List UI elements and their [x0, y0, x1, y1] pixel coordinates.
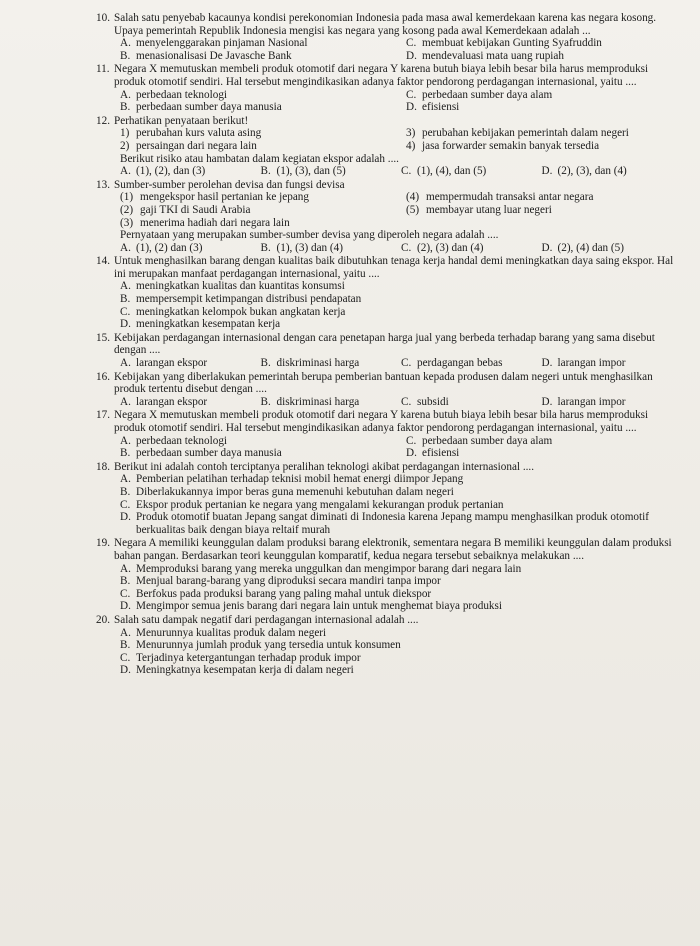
option-a[interactable]: A. larangan ekspor [120, 357, 208, 370]
option-a[interactable]: A. larangan ekspor [120, 395, 208, 408]
question-text: Untuk menghasilkan barang dengan kualitas baik dibutuhkan tenaga kerja handal demi meningkatkan daya saing ekspor. Hal ini merupakan manfaat perdagangan internasional, yaitu .... [114, 255, 674, 280]
statement-4: 4) jasa forwarder semakin banyak tersedia [406, 139, 600, 152]
question-text: Negara X memutuskan membeli produk otomotif dari negara Y karena butuh biaya lebih besar bila harus memproduksi produk otomotif sendiri. Hal tersebut mengindikasikan adanya faktor pendorong perdagangan internasional, yaitu .... [114, 63, 649, 88]
question-17 [96, 409, 682, 459]
question-note: Berikut risiko atau hambatan dalam kegiatan ekspor adalah .... [120, 152, 399, 165]
option-b[interactable]: B. mempersempit ketimpangan distribusi pendapatan [120, 293, 362, 306]
option-d[interactable]: D. larangan impor [541, 395, 626, 408]
statement-3: (3) menerima hadiah dari negara lain [120, 216, 290, 229]
option-b[interactable]: B. Menjual barang-barang yang diproduksi secara mandiri tanpa impor [120, 575, 441, 588]
option-d[interactable]: D. efisiensi [406, 447, 460, 460]
option-d[interactable]: D. mendevaluasi mata uang rupiah [406, 49, 564, 62]
option-b[interactable]: B. Menurunnya jumlah produk yang tersedia untuk konsumen [120, 639, 401, 652]
option-c[interactable]: C. Berfokus pada produksi barang yang paling mahal untuk diekspor [120, 587, 432, 600]
question-text: Perhatikan penyataan berikut! [114, 114, 249, 127]
option-a[interactable]: A. menyelenggarakan pinjaman Nasional [120, 37, 308, 50]
option-d[interactable]: D. efisiensi [406, 101, 460, 114]
question-note: Pernyataan yang merupakan sumber-sumber devisa yang diperoleh negara adalah .... [120, 229, 499, 242]
option-c[interactable]: C. perbedaan sumber daya alam [406, 88, 553, 101]
question-11 [96, 63, 682, 113]
options [120, 89, 682, 114]
statement-3: 3) perubahan kebijakan pemerintah dalam negeri [406, 127, 629, 140]
option-c[interactable]: C. perbedaan sumber daya alam [406, 434, 553, 447]
options [120, 37, 682, 62]
option-b[interactable]: B. diskriminasi harga [260, 357, 360, 370]
question-number: 20. [96, 613, 110, 626]
option-d[interactable]: D. larangan impor [541, 357, 626, 370]
options [120, 165, 682, 178]
question-number: 15. [96, 331, 110, 344]
statement-2: (2) gaji TKI di Saudi Arabia [120, 203, 251, 216]
question-text: Negara A memiliki keunggulan dalam produksi barang elektronik, sementara negara B memiliki keunggulan dalam produksi bahan pangan. Berdasarkan teori keunggulan komparatif, kedua negara tersebut sebaiknya melakukan .... [114, 537, 672, 562]
options [120, 435, 682, 460]
question-text: Sumber-sumber perolehan devisa dan fungsi devisa [114, 178, 345, 191]
question-number: 13. [96, 178, 110, 191]
question-13 [96, 179, 682, 255]
question-18 [96, 461, 682, 537]
question-16 [96, 371, 682, 409]
statement-1: 1) perubahan kurs valuta asing [120, 127, 262, 140]
option-a[interactable]: A. meningkatkan kualitas dan kuantitas konsumsi [120, 280, 345, 293]
option-a[interactable]: A. Memproduksi barang yang mereka unggulkan dan mengimpor barang dari negara lain [120, 562, 522, 575]
question-text: Salah satu dampak negatif dari perdagangan internasional adalah .... [114, 613, 419, 626]
question-10 [96, 12, 682, 62]
option-a[interactable]: A. Menurunnya kualitas produk dalam negeri [120, 626, 327, 639]
option-b[interactable]: B. perbedaan sumber daya manusia [120, 101, 282, 114]
question-number: 14. [96, 255, 110, 268]
option-d[interactable]: D. Meningkatnya kesempatan kerja di dalam negeri [120, 664, 354, 677]
option-d[interactable]: D. meningkatkan kesempatan kerja [120, 318, 281, 331]
option-c[interactable]: C. subsidi [401, 395, 449, 408]
question-number: 18. [96, 460, 110, 473]
statement-1: (1) mengekspor hasil pertanian ke jepang [120, 191, 309, 204]
question-14 [96, 255, 682, 331]
option-d[interactable]: D. Produk otomotif buatan Jepang sangat diminati di Indonesia karena Jepang mampu menghasilkan produk otomotif berkualitas baik dengan biaya reltaif murah [120, 511, 649, 536]
question-number: 11. [96, 63, 110, 76]
option-c[interactable]: C. Terjadinya ketergantungan terhadap produk impor [120, 651, 361, 664]
option-c[interactable]: C. membuat kebijakan Gunting Syafruddin [406, 37, 602, 50]
option-c[interactable]: C. perdagangan bebas [401, 357, 503, 370]
options [120, 242, 682, 255]
question-text: Berikut ini adalah contoh terciptanya peralihan teknologi akibat perdagangan internasional .... [114, 460, 535, 473]
option-b[interactable]: B. (1), (3), dan (5) [260, 165, 346, 178]
question-number: 16. [96, 370, 110, 383]
question-text: Salah satu penyebab kacaunya kondisi perekonomian Indonesia pada masa awal kemerdekaan karena kas negara kosong. Upaya pemerintah Republik Indonesia mengisi kas negara yang kosong pada awal Kemerdekaan adalah ... [114, 12, 657, 37]
option-d[interactable]: D. Mengimpor semua jenis barang dari negara lain untuk menghemat biaya produksi [120, 600, 502, 613]
options [120, 357, 682, 370]
option-c[interactable]: C. Ekspor produk pertanian ke negara yang mengalami kekurangan produk pertanian [120, 498, 504, 511]
option-b[interactable]: B. Diberlakukannya impor beras guna memenuhi kebutuhan dalam negeri [120, 485, 454, 498]
question-number: 17. [96, 409, 110, 422]
options [120, 396, 682, 409]
option-d[interactable]: D. (2), (4) dan (5) [541, 241, 624, 254]
option-b[interactable]: B. menasionalisasi De Javasche Bank [120, 49, 292, 62]
option-a[interactable]: A. perbedaan teknologi [120, 88, 228, 101]
question-12 [96, 115, 682, 178]
option-a[interactable]: A. (1), (2) dan (3) [120, 241, 203, 254]
option-a[interactable]: A. Pemberian pelatihan terhadap teknisi mobil hemat energi diimpor Jepang [120, 473, 464, 486]
statement-4: (4) mempermudah transaksi antar negara [406, 191, 594, 204]
question-number: 19. [96, 537, 110, 550]
option-d[interactable]: D. (2), (3), dan (4) [541, 165, 627, 178]
question-15 [96, 332, 682, 370]
option-b[interactable]: B. diskriminasi harga [260, 395, 360, 408]
option-b[interactable]: B. perbedaan sumber daya manusia [120, 447, 282, 460]
statement-2: 2) persaingan dari negara lain [120, 139, 257, 152]
option-a[interactable]: A. perbedaan teknologi [120, 434, 228, 447]
question-19 [96, 537, 682, 613]
question-text: Negara X memutuskan membeli produk otomotif dari negara Y karena butuh biaya lebih besar bila harus memproduksi produk otomotif sendiri. Hal tersebut mengindikasikan adanya faktor pendorong perdagangan internasional, yaitu .... [114, 409, 649, 434]
statements [120, 127, 682, 152]
question-20 [96, 614, 682, 677]
question-number: 10. [96, 12, 110, 24]
option-a[interactable]: A. (1), (2), dan (3) [120, 165, 206, 178]
question-number: 12. [96, 114, 110, 127]
statement-5: (5) membayar utang luar negeri [406, 203, 552, 216]
question-text: Kebijakan perdagangan internasional dengan cara penetapan harga jual yang berbeda terhadap barang yang sama disebut dengan .... [114, 331, 655, 357]
option-c[interactable]: C. (1), (4), dan (5) [401, 165, 487, 178]
option-b[interactable]: B. (1), (3) dan (4) [260, 241, 343, 254]
statements [120, 191, 682, 229]
question-text: Kebijakan yang diberlakukan pemerintah berupa pemberian bantuan kepada produsen dalam negeri untuk menghasilkan produk tertentu disebut dengan .... [114, 370, 653, 396]
option-c[interactable]: C. (2), (3) dan (4) [401, 241, 484, 254]
option-c[interactable]: C. meningkatkan kelompok bukan angkatan kerja [120, 305, 346, 318]
